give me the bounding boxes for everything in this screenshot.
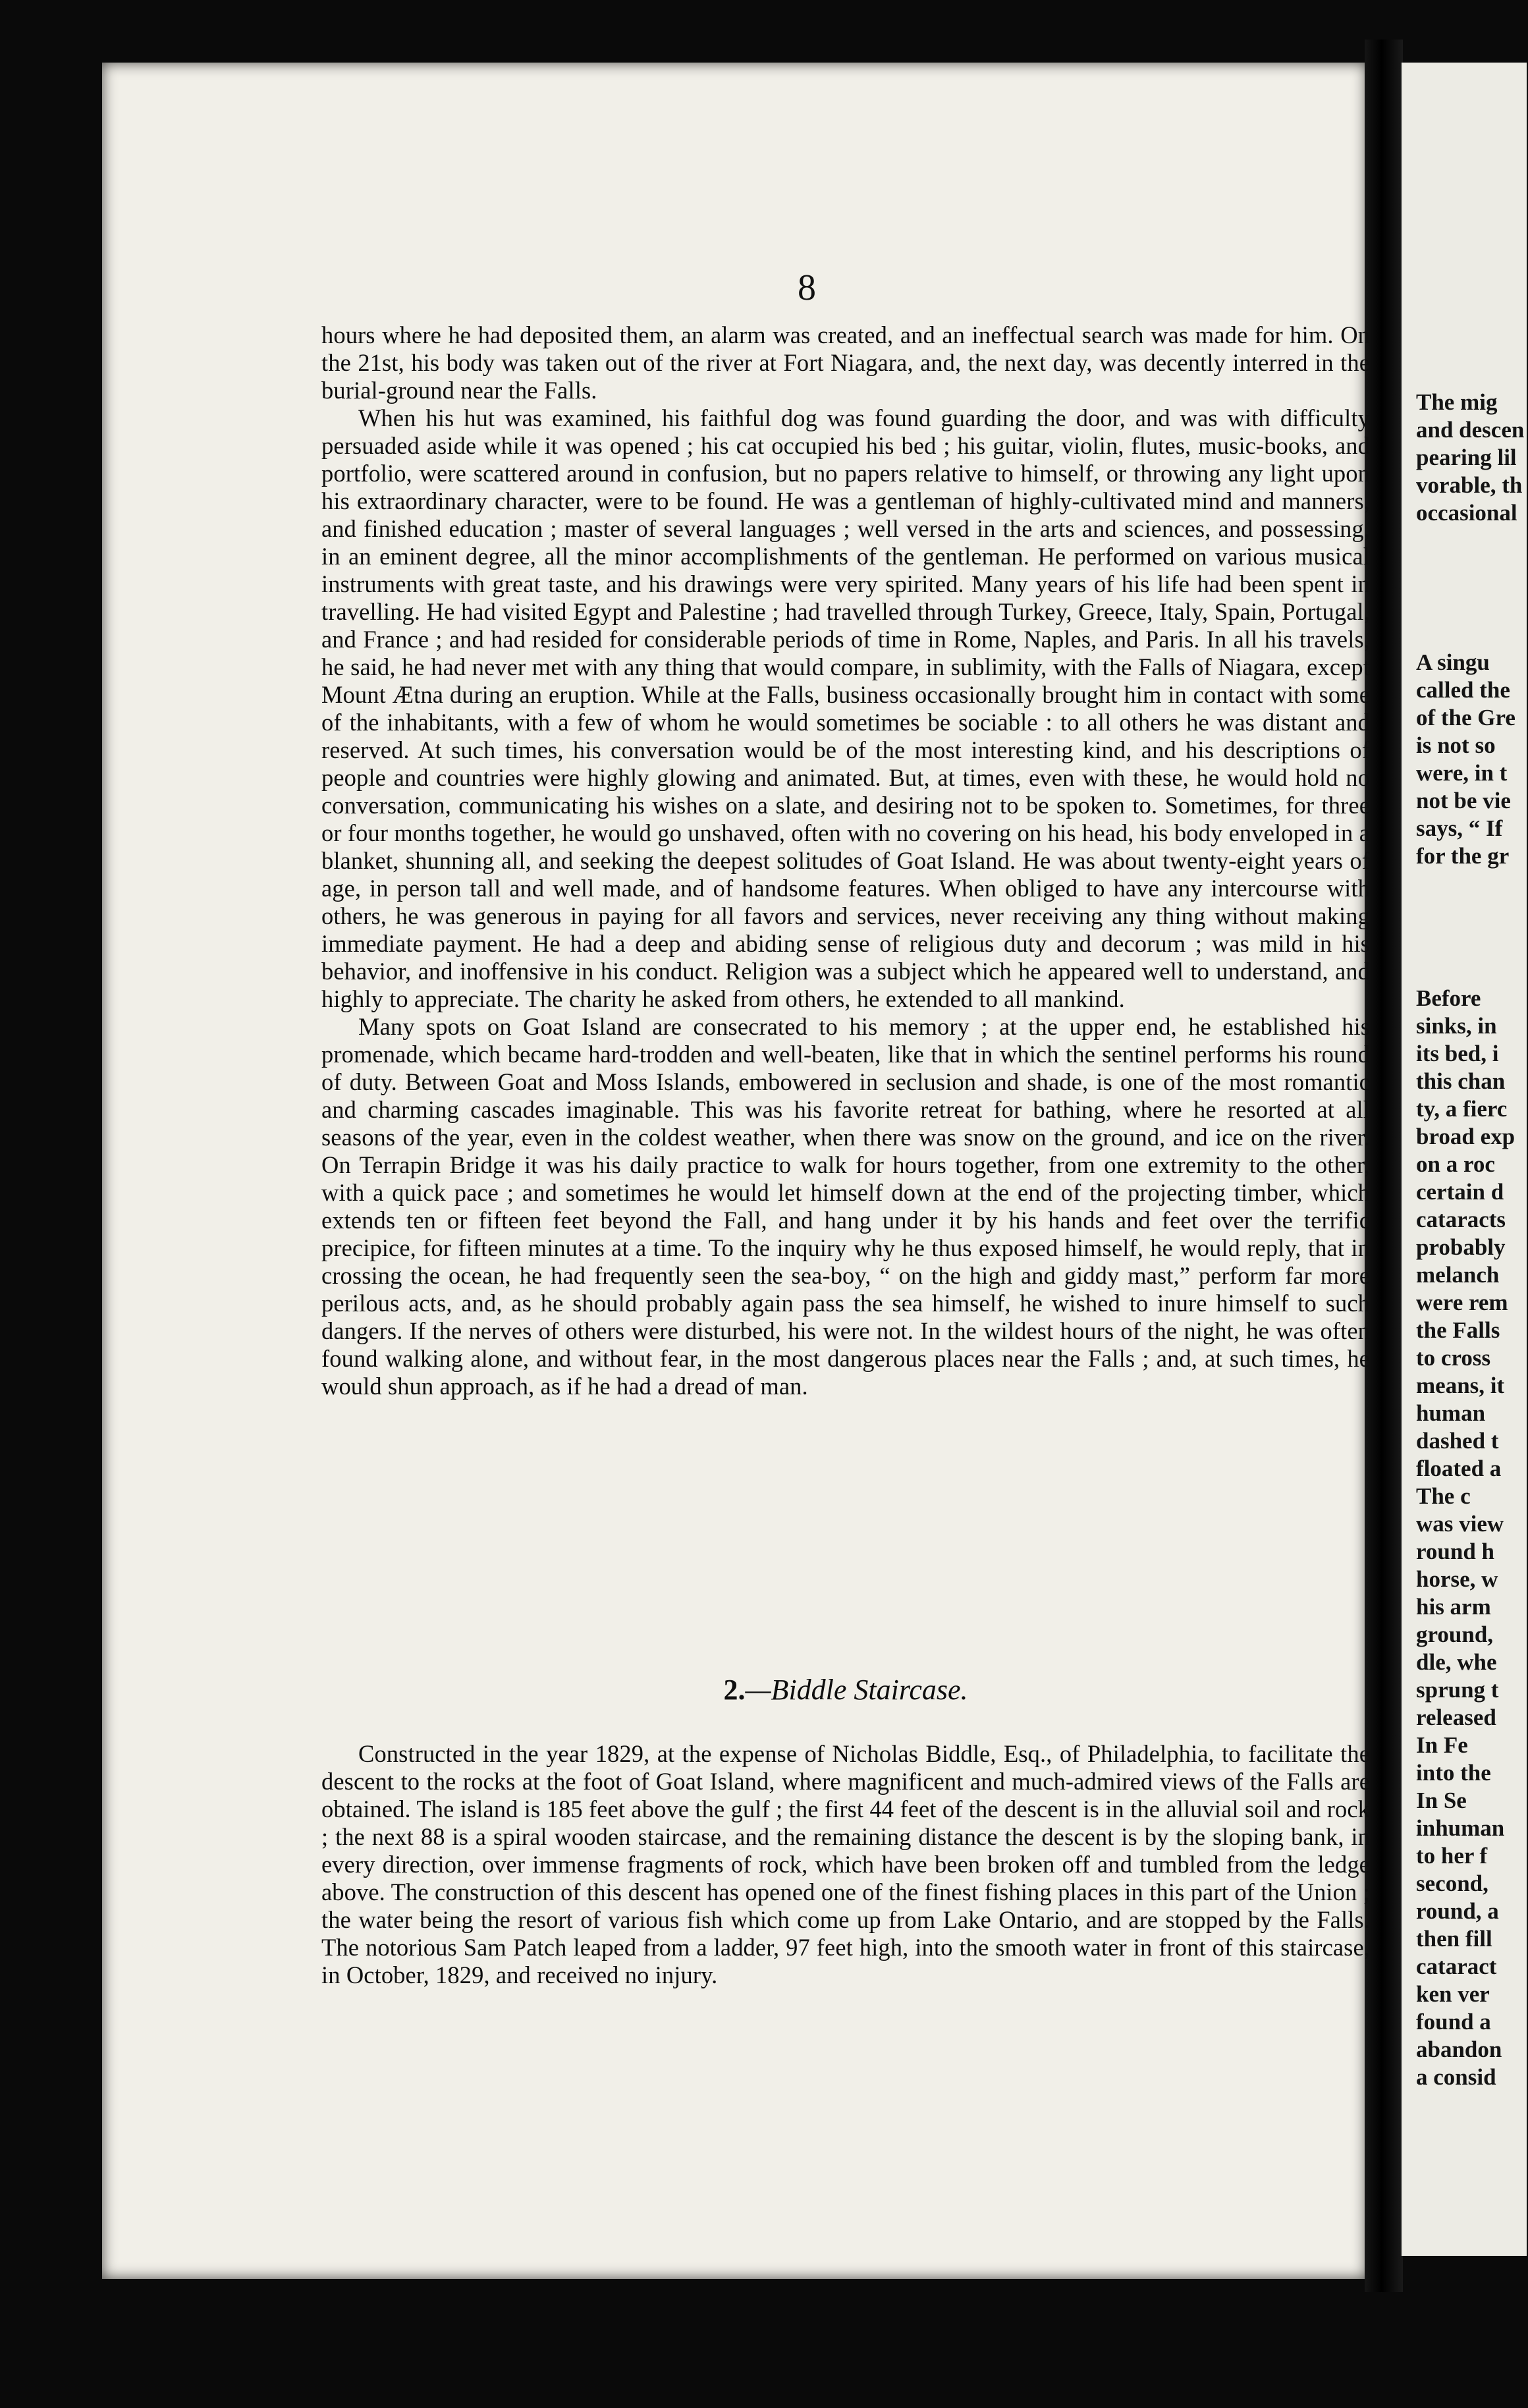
paragraph-hut-examined: When his hut was examined, his faithful dog was found guarding the door, and was with difficulty persuaded aside while it was opened ; his cat occupied his bed ; his guitar, violin, flutes, music-books, and portfolio, were scattered around in confusion, but no papers relative to himself, or throwing any light upon his extraordinary character, were to be found. He was a gentleman of highly-cultivated mind and manners, and finished education ; master of several languages ; well versed in the arts and sciences, and possessing, in an eminent degree, all the minor accomplishments of the gentleman. He performed on various musical instruments with great taste, and his drawings were very spirited. Many years of his life had been spent in travelling. He had visited Egypt and Palestine ; had travelled through Turkey, Greece, Italy, Spain, Portugal, and France ; and had resided for considerable periods of time in Rome, Naples, and Paris. In all his travels, he said, he had never met with any thing that would compare, in sublimity, with the Falls of Niagara, except Mount Ætna during an eruption. While at the Falls, business occasionally brought him in contact with some of the inhabitants, with a few of whom he would sometimes be sociable : to all others he was distant and reserved. At such times, his conversation would be of the most interesting kind, and his descriptions of people and countries were highly glowing and animated. But, at times, even with these, he would hold no conversation, communicating his wishes on a slate, and desiring not to be spoken to. Sometimes, for three or four months together, he would go unshaved, often with no covering on his head, his body enveloped in a blanket, shunning all, and seeking the deepest solitudes of Goat Island. He was about twenty-eight years of age, in person tall and well made, and of handsome features. When obliged to have any intercourse with others, he was generous in paying for all favors and services, never receiving any thing without making immediate payment. He had a deep and abiding sense of religious duty and decorum ; was mild in his behavior, and inoffensive in his conduct. Religion was a subject which he appeared well to understand, and highly to appreciate. The charity he asked from others, he extended to all mankind. — [321, 404, 1370, 1012]
right-page-line-fragment: In Se — [1416, 1788, 1467, 1813]
right-page-line-fragment: vorable, th — [1416, 472, 1523, 498]
right-page-line-fragment: sprung t — [1416, 1677, 1499, 1703]
right-page-line-fragment: its bed, i — [1416, 1041, 1499, 1066]
right-page-line-fragment: occasional — [1416, 500, 1517, 526]
right-page-edge — [1402, 63, 1527, 2256]
right-page-line-fragment: were, in t — [1416, 760, 1508, 786]
right-page-line-fragment: certain d — [1416, 1179, 1504, 1205]
right-page-line-fragment: was view — [1416, 1511, 1504, 1537]
right-page-line-fragment: is not so — [1416, 732, 1496, 758]
right-page-line-fragment: melanch — [1416, 1262, 1500, 1288]
right-page-line-fragment: cataract — [1416, 1954, 1497, 1979]
section-text-column — [321, 1740, 1370, 1989]
right-page-line-fragment: sinks, in — [1416, 1013, 1497, 1039]
right-page-line-fragment: this chan — [1416, 1068, 1506, 1094]
right-page-line-fragment: then fill — [1416, 1926, 1492, 1952]
right-page-line-fragment: The c — [1416, 1483, 1471, 1509]
right-page-line-fragment: inhuman — [1416, 1815, 1505, 1841]
right-page-line-fragment: ty, a fierc — [1416, 1096, 1508, 1122]
right-page-line-fragment: broad exp — [1416, 1124, 1515, 1149]
right-page-line-fragment: second, — [1416, 1871, 1488, 1896]
right-page-line-fragment: and descen — [1416, 417, 1525, 443]
right-page-line-fragment: a consid — [1416, 2064, 1496, 2090]
right-page-line-fragment: probably — [1416, 1234, 1506, 1260]
right-page-line-fragment: for the gr — [1416, 843, 1510, 869]
right-page-line-fragment: round, a — [1416, 1898, 1499, 1924]
right-page-line-fragment: called the — [1416, 677, 1510, 703]
section-title: —Biddle Staircase. — [745, 1674, 968, 1706]
paragraph-biddle-staircase: Constructed in the year 1829, at the expense of Nicholas Biddle, Esq., of Philadelphia, to facilitate the descent to the rocks at the foot of Goat Island, where magnificent and much-admired views of the Falls are obtained. The island is 185 feet above the gulf ; the first 44 feet of the descent is in the alluvial soil and rock ; the next 88 is a spiral wooden staircase, and the remaining distance the descent is by the sloping bank, in every direction, over immense fragments of rock, which have been broken off and tumbled from the ledge above. The construction of this descent has opened one of the finest fishing places in this part of the Union ; the water being the resort of various fish which come up from Lake Ontario, and are stopped by the Falls. The notorious Sam Patch leaped from a ladder, 97 feet high, into the smooth water in front of this staircase, in October, 1829, and received no injury. — [321, 1740, 1370, 1988]
right-page-line-fragment: says, “ If — [1416, 815, 1503, 841]
right-page-line-fragment: of the Gre — [1416, 705, 1515, 730]
right-page-line-fragment: means, it — [1416, 1373, 1505, 1398]
right-page-line-fragment: dashed t — [1416, 1428, 1499, 1454]
section-number: 2. — [723, 1674, 746, 1706]
book-gutter — [1365, 40, 1403, 2292]
paragraph-continuation: hours where he had deposited them, an alarm was created, and an ineffectual search was made for him. On the 21st, his body was taken out of the river at Fort Niagara, and, the next day, was decently interred in the burial-ground near the Falls. — [321, 321, 1370, 404]
page-number: 8 — [798, 267, 816, 308]
right-page-line-fragment: the Falls — [1416, 1317, 1500, 1343]
right-page-line-fragment: released — [1416, 1705, 1496, 1730]
right-page-line-fragment: to cross — [1416, 1345, 1491, 1371]
right-page-line-fragment: A singu — [1416, 649, 1490, 675]
right-page-line-fragment: dle, whe — [1416, 1649, 1497, 1675]
right-page-line-fragment: on a roc — [1416, 1151, 1495, 1177]
right-page-line-fragment: pearing lil — [1416, 445, 1517, 470]
right-page-line-fragment: his arm — [1416, 1594, 1491, 1620]
right-page-line-fragment: round h — [1416, 1539, 1495, 1564]
right-page-line-fragment: found a — [1416, 2009, 1491, 2035]
right-page-line-fragment: were rem — [1416, 1290, 1508, 1315]
right-page-line-fragment: human — [1416, 1400, 1486, 1426]
right-page-line-fragment: not be vie — [1416, 788, 1511, 813]
main-text-column — [321, 321, 1370, 1400]
right-page-line-fragment: to her f — [1416, 1843, 1488, 1869]
section-heading — [321, 1673, 1370, 1707]
right-page-line-fragment: into the — [1416, 1760, 1491, 1786]
right-page-line-fragment: abandon — [1416, 2037, 1502, 2062]
right-page-line-fragment: horse, w — [1416, 1566, 1498, 1592]
right-page-line-fragment: Before — [1416, 985, 1481, 1011]
right-page-line-fragment: The mig — [1416, 389, 1498, 415]
right-page-line-fragment: ken ver — [1416, 1981, 1490, 2007]
right-page-line-fragment: cataracts — [1416, 1207, 1506, 1232]
right-page-line-fragment: ground, — [1416, 1622, 1494, 1647]
right-page-line-fragment: In Fe — [1416, 1732, 1468, 1758]
right-page-line-fragment: floated a — [1416, 1456, 1502, 1481]
paragraph-goat-island: Many spots on Goat Island are consecrated to his memory ; at the upper end, he established his promenade, which became hard-trodden and well-beaten, like that in which the sentinel performs his round of duty. Between Goat and Moss Islands, embowered in seclusion and shade, is one of the most romantic and charming cascades imaginable. This was his favorite retreat for bathing, where he resorted at all seasons of the year, even in the coldest weather, when there was snow on the ground, and ice on the river. On Terrapin Bridge it was his daily practice to walk for hours together, from one extremity to the other, with a quick pace ; and sometimes he would let himself down at the end of the projecting timber, which extends ten or fifteen feet beyond the Fall, and hang under it by his hands and feet over the terrific precipice, for fifteen minutes at a time. To the inquiry why he thus exposed himself, he would reply, that in crossing the ocean, he had frequently seen the sea-boy, “ on the high and giddy mast,” perform far more perilous acts, and, as he should probably again pass the sea himself, he wished to inure himself to such dangers. If the nerves of others were disturbed, his were not. In the wildest hours of the night, he was often found walking alone, and without fear, in the most dangerous places near the Falls ; and, at such times, he would shun approach, as if he had a dread of man. — [321, 1013, 1370, 1400]
